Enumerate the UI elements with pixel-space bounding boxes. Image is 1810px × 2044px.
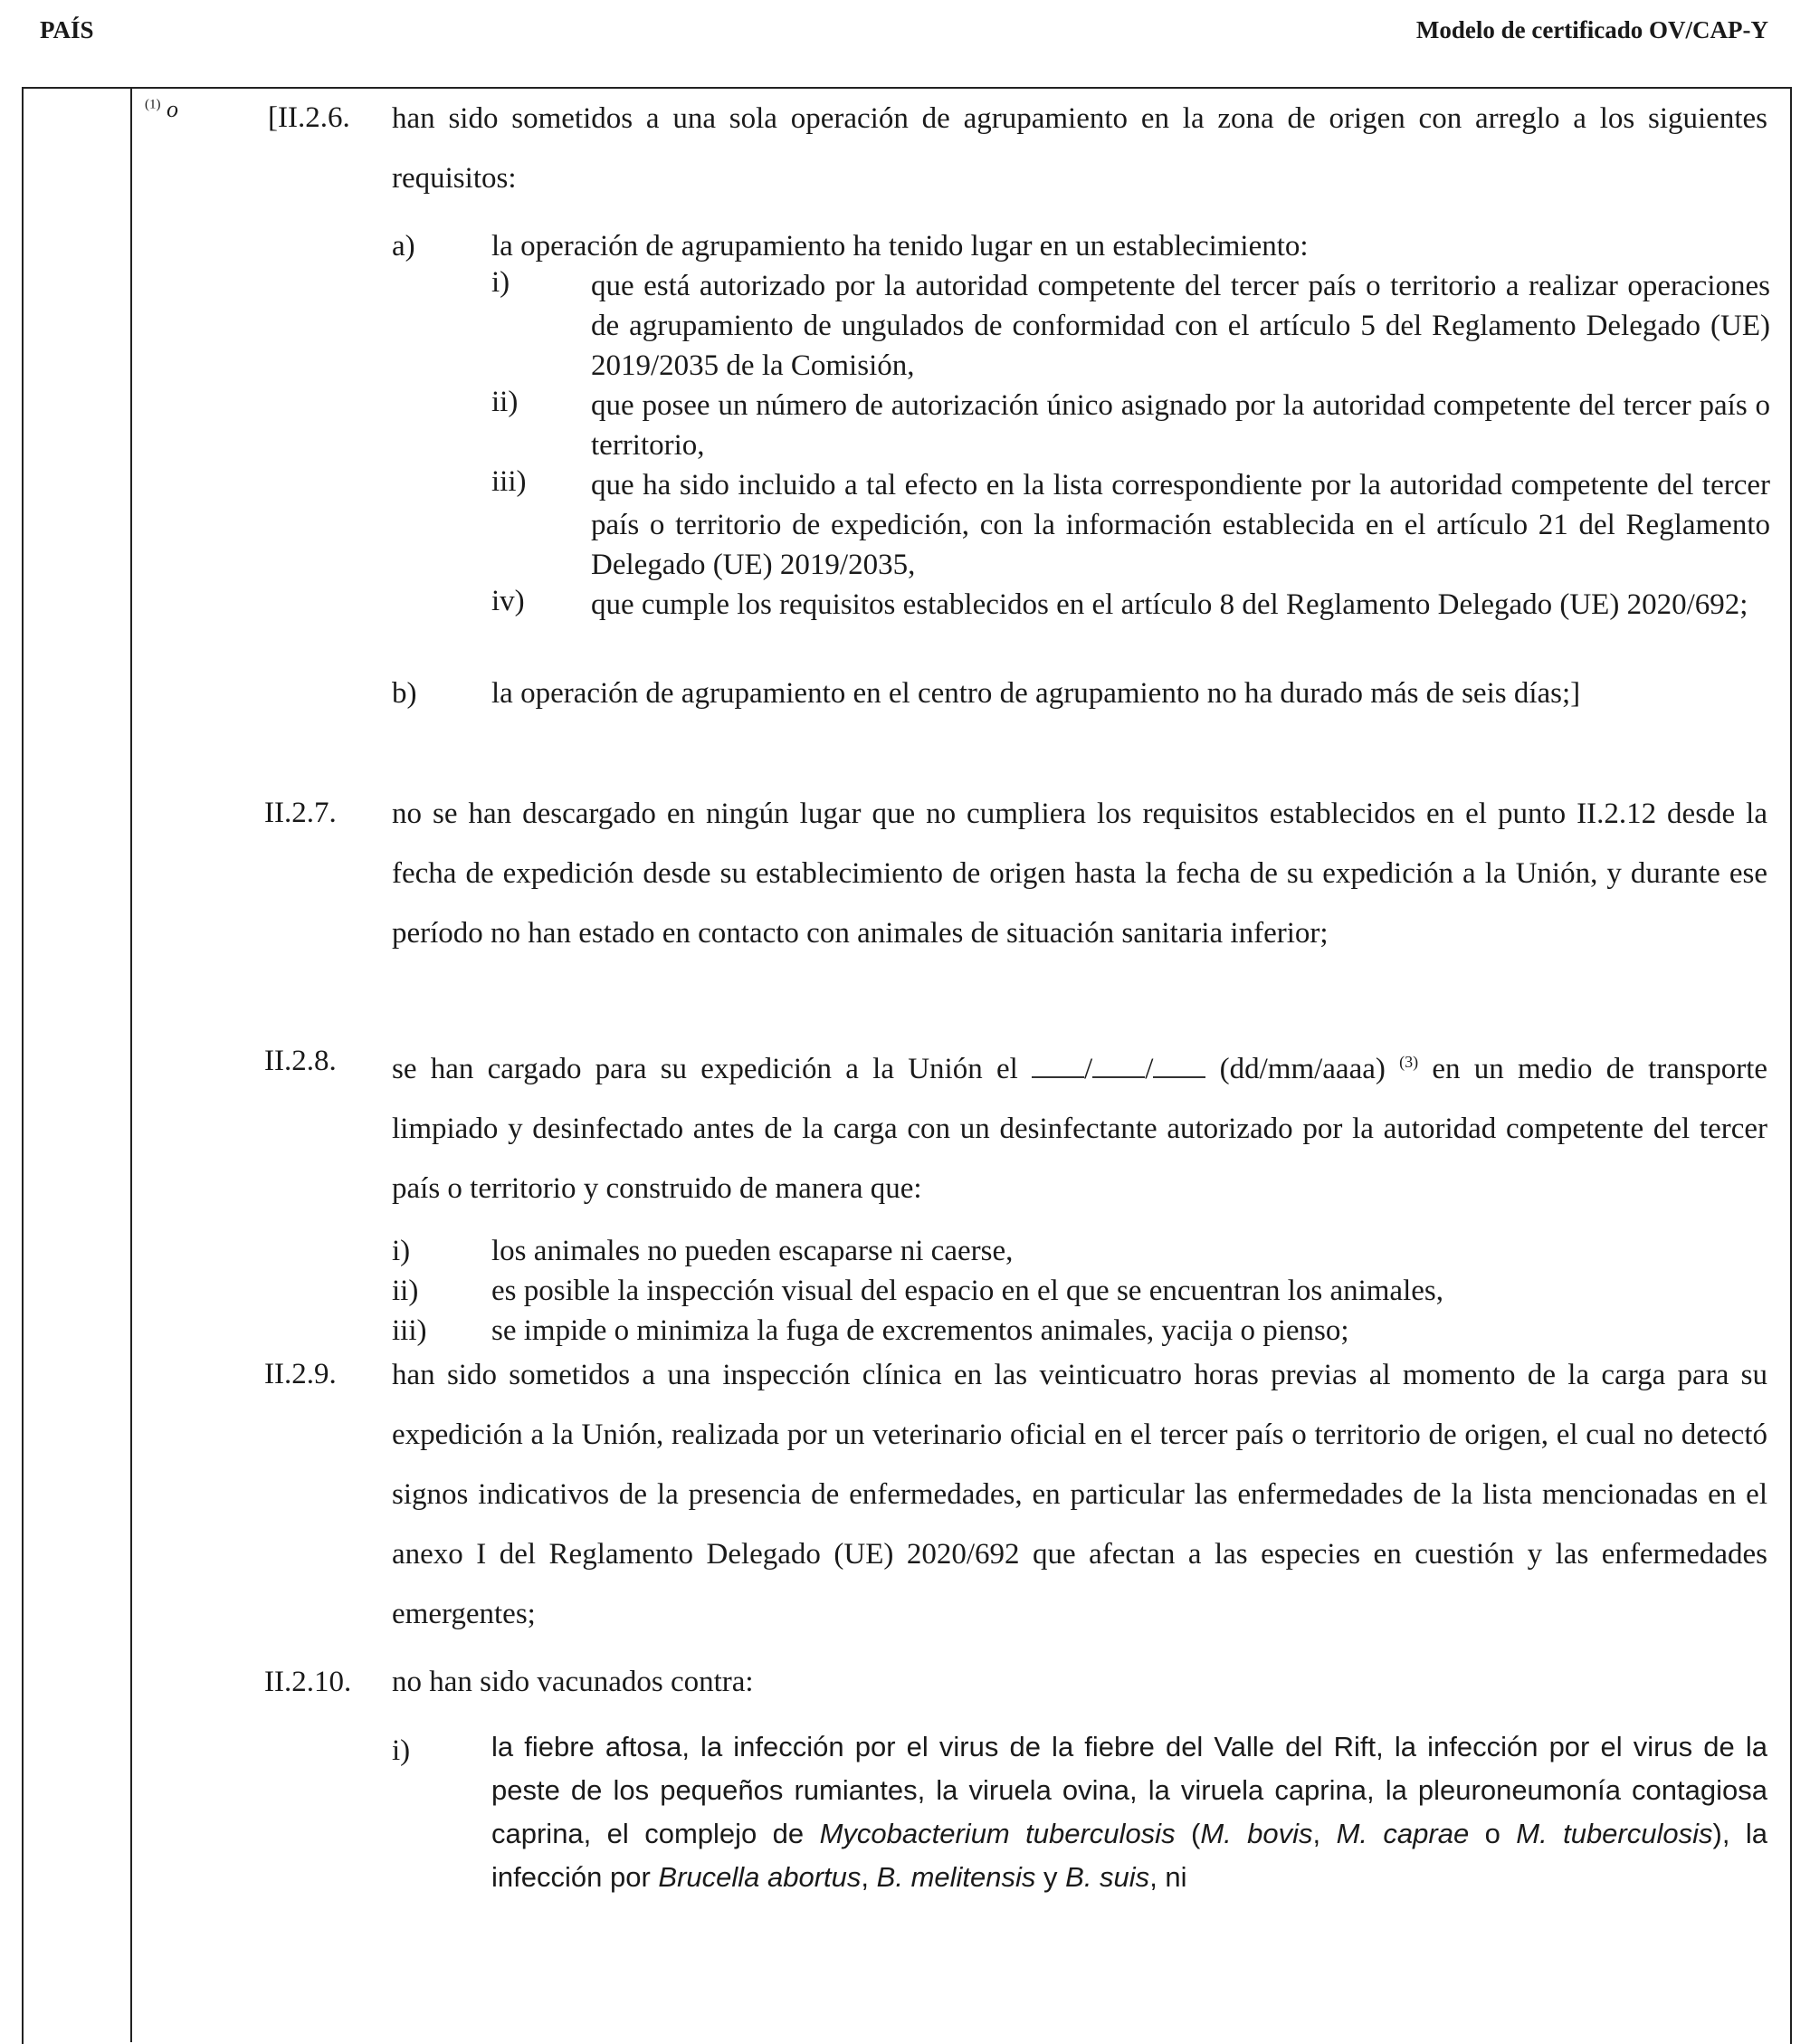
item-label-a: a)	[392, 230, 415, 263]
list-item	[491, 266, 1770, 386]
list-item-label: iii)	[392, 1314, 427, 1347]
section-number-2-2-6: [II.2.6.	[268, 101, 350, 134]
list-item	[392, 1231, 1767, 1271]
list-item	[392, 1271, 1767, 1311]
list-item	[491, 585, 1770, 625]
section-number-2-2-8: II.2.8.	[264, 1045, 337, 1077]
section-text-2-2-8: se han cargado para su expedición a la Unión el / / (dd/mm/aaaa) $^{(3)}$ en un medio de transporte limpiado y desinfectado antes de la carga con un desinfectante autorizado por la autoridad competente del tercer país o territorio y construido de manera que:	[392, 1053, 1768, 1205]
option-marker: $^{(1)}$ o	[145, 96, 178, 122]
date-day-blank[interactable]	[1032, 1055, 1084, 1078]
date-month-blank[interactable]	[1092, 1055, 1145, 1078]
list-item-text: se impide o minimiza la fuga de excrementos animales, yacija o pienso;	[491, 1314, 1349, 1347]
item-text-b: la operación de agrupamiento en el centro de agrupamiento no ha durado más de seis días;]	[491, 677, 1581, 710]
section-text-2-2-7: no se han descargado en ningún lugar que no cumpliera los requisitos establecidos en el punto II.2.12 desde la fecha de expedición desde su establecimiento de origen hasta la fecha de su expedición a la Unión, y durante ese período no han estado en contacto con animales de situación sanitaria inferior;	[392, 798, 1767, 950]
transport-conditions-list	[392, 1231, 1767, 1351]
section-text-2-2-6: han sido sometidos a una sola operación de agrupamiento en la zona de origen con arreglo a los siguientes requisitos:	[392, 102, 1767, 195]
list-item-label: i)	[491, 266, 510, 299]
list-item	[491, 386, 1770, 465]
vaccination-diseases-text: la fiebre aftosa, la infección por el virus de la fiebre del Valle del Rift, la infección por el virus de la peste de los pequeños rumiantes, la viruela ovina, la viruela caprina, la pleuroneumonía contagiosa caprina, el complejo de Mycobacterium tuberculosis (M. bovis, M. caprae o M. tuberculosis), la infección por Brucella abortus, B. melitensis y B. suis, ni	[491, 1731, 1767, 1893]
list-item-label: iii)	[491, 465, 527, 498]
list-item-label: i)	[392, 1235, 411, 1267]
item-label-i: i)	[392, 1734, 411, 1767]
column-divider	[130, 87, 132, 2042]
section-number-2-2-9: II.2.9.	[264, 1358, 337, 1390]
list-item-label: iv)	[491, 585, 525, 617]
list-item-text: que posee un número de autorización único asignado por la autoridad competente del tercer país o territorio,	[591, 389, 1770, 462]
section-number-2-2-10: II.2.10.	[264, 1666, 352, 1698]
header-certificate-model: Modelo de certificado OV/CAP-Y	[1415, 16, 1768, 43]
list-item-text: que ha sido incluido a tal efecto en la lista correspondiente por la autoridad competente del tercer país o territorio de expedición, con la información establecida en el artículo 21 del Reglamento Delegado (UE) 2019/2035,	[591, 469, 1770, 581]
date-year-blank[interactable]	[1153, 1055, 1205, 1078]
list-item-text: que está autorizado por la autoridad competente del tercer país o territorio a realizar operaciones de agrupamiento de ungulados de conformidad con el artículo 5 del Reglamento Delegado (UE) 2019/2035 de la Comisión,	[591, 270, 1770, 382]
list-item-text: que cumple los requisitos establecidos en el artículo 8 del Reglamento Delegado (UE) 2020/692;	[591, 588, 1748, 621]
list-item-text: los animales no pueden escaparse ni caerse,	[491, 1235, 1014, 1267]
establishment-requirements-list	[491, 266, 1770, 625]
item-text-a: la operación de agrupamiento ha tenido lugar en un establecimiento:	[491, 230, 1309, 263]
list-item	[491, 465, 1770, 585]
list-item-label: ii)	[392, 1275, 419, 1307]
list-item-label: ii)	[491, 386, 519, 418]
section-number-2-2-7: II.2.7.	[264, 797, 337, 829]
header-country: PAÍS	[40, 16, 94, 43]
list-item-text: es posible la inspección visual del espacio en el que se encuentran los animales,	[491, 1275, 1443, 1307]
item-label-b: b)	[392, 677, 417, 710]
section-text-2-2-9: han sido sometidos a una inspección clínica en las veinticuatro horas previas al momento de la carga para su expedición a la Unión, realizada por un veterinario oficial en el tercer país o territorio de origen, el cual no detectó signos indicativos de la presencia de enfermedades, en particular las enfermedades de la lista mencionadas en el anexo I del Reglamento Delegado (UE) 2020/692 que afectan a las especies en cuestión y las enfermedades emergentes;	[392, 1359, 1767, 1630]
section-text-2-2-10: no han sido vacunados contra:	[392, 1666, 754, 1698]
